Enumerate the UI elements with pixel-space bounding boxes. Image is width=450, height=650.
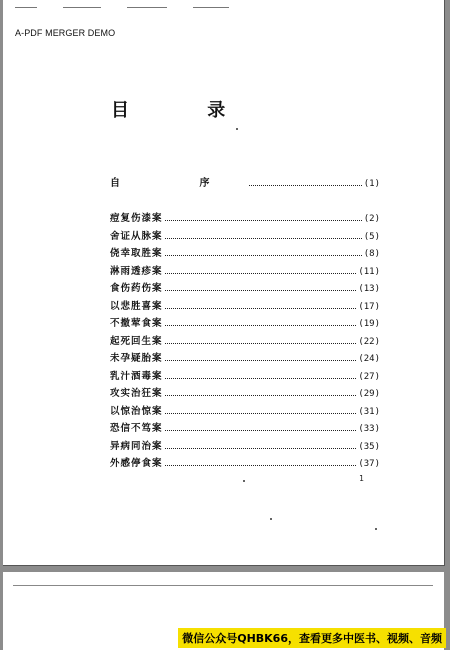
page-title: 目 录 (111, 100, 262, 121)
toc-leader-dots (165, 335, 357, 344)
toc-entry-page: (2) (363, 214, 380, 224)
toc-entry[interactable] (110, 440, 380, 454)
toc-leader-dots (165, 370, 357, 379)
toc-leader-dots (165, 317, 357, 326)
toc-leader-dots (165, 440, 357, 449)
toc-entry[interactable] (110, 370, 380, 384)
toc-entry-page: (37) (358, 459, 380, 469)
toc-entry[interactable] (110, 300, 380, 314)
toc-entry-page: (24) (358, 354, 380, 364)
toc-entry-page: (19) (358, 319, 380, 329)
toc-entry-title: 起死回生案 (110, 335, 163, 347)
toc-entry-page: (8) (363, 249, 380, 259)
toc-entry-title: 不撤荤食案 (110, 318, 163, 329)
toc-entry-title: 舍证从脉案 (110, 230, 163, 242)
toc-entry-title: 未孕疑胎案 (110, 353, 163, 364)
toc-leader-dots (165, 422, 357, 431)
toc-leader-dots (165, 265, 357, 274)
toc-leader-dots (165, 247, 362, 256)
toc-leader-dots (249, 177, 361, 186)
toc-entry-page: (17) (358, 301, 380, 312)
toc-leader-dots (165, 282, 357, 291)
page-number-fragment: 1 (359, 474, 364, 483)
toc-entry-page: (33) (358, 424, 380, 434)
toc-entry-page: (31) (358, 406, 380, 417)
toc-leader-dots (165, 230, 362, 239)
toc-entry-page: (1) (363, 179, 380, 189)
toc-leader-dots (165, 457, 357, 466)
toc-entry-preface[interactable] (110, 177, 380, 191)
toc-entry-page: (29) (358, 389, 380, 399)
toc-entry[interactable] (110, 212, 380, 226)
toc-entry-page: (27) (358, 371, 380, 382)
toc-leader-dots (165, 352, 357, 361)
toc-entry-title: 以惊治惊案 (110, 405, 163, 417)
toc-entry-title: 乳汁酒毒案 (110, 370, 163, 382)
toc-entry-title: 外感停食案 (110, 458, 163, 469)
toc-entry[interactable] (110, 230, 380, 244)
toc-entry-title: 侥幸取胜案 (110, 248, 163, 259)
toc-entry-page: (22) (358, 336, 380, 347)
toc-entry-page: (5) (363, 231, 380, 242)
toc-entry[interactable] (110, 405, 380, 419)
document-page (3, 0, 445, 566)
toc-leader-dots (165, 387, 357, 396)
toc-leader-dots (165, 212, 362, 221)
toc-entry-title: 食伤药伤案 (110, 283, 163, 294)
toc-entry[interactable] (110, 352, 380, 366)
toc-entry-title: 痘复伤漆案 (110, 213, 163, 224)
toc-entry-title: 自 序 (110, 178, 248, 189)
toc-entry[interactable] (110, 265, 380, 279)
toc-entry[interactable] (110, 335, 380, 349)
toc-entry[interactable] (110, 317, 380, 331)
toc-entry-title: 淋雨透疹案 (110, 265, 163, 277)
toc-entry[interactable] (110, 247, 380, 261)
toc-entry-title: 以悲胜喜案 (110, 300, 163, 312)
watermark-text: A-PDF MERGER DEMO (15, 28, 116, 38)
promo-banner: 微信公众号QHBK66，查看更多中医书、视频、音频 (178, 628, 446, 648)
top-rule-fragments (15, 7, 235, 9)
toc-entry[interactable] (110, 282, 380, 296)
toc-entry-page: (35) (358, 441, 380, 452)
toc-entry[interactable] (110, 387, 380, 401)
toc-entry[interactable] (110, 422, 380, 436)
page-rule (13, 585, 433, 586)
toc-leader-dots (165, 300, 357, 309)
toc-entry[interactable] (110, 457, 380, 471)
toc-entry-title: 恐信不笃案 (110, 423, 163, 434)
toc-entry-title: 攻实治狂案 (110, 388, 163, 399)
toc-leader-dots (165, 405, 357, 414)
toc-entry-title: 异病同治案 (110, 440, 163, 452)
toc-entry-page: (11) (358, 266, 380, 277)
toc-entry-page: (13) (358, 284, 380, 294)
